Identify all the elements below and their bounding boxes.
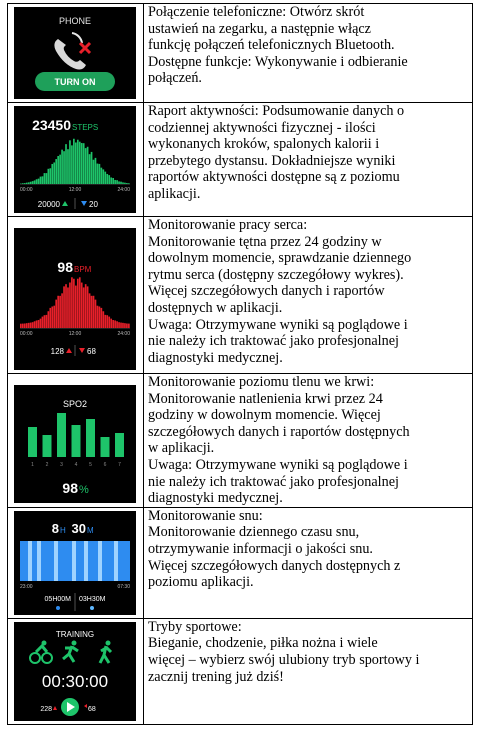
text-cell <box>144 103 473 217</box>
chart-bar <box>83 287 85 328</box>
steps-screen-image <box>14 106 136 213</box>
chart-stripe <box>28 541 32 581</box>
chart-bar <box>51 164 53 184</box>
training-heart: 68 <box>88 705 96 713</box>
chart-bar <box>28 182 30 184</box>
text-line: Połączenie telefoniczne: Otwórz skrót <box>148 4 365 20</box>
image-cell <box>8 103 144 217</box>
table-row <box>8 4 473 103</box>
chart-bar <box>93 296 95 328</box>
text-line: Uwaga: Otrzymywane wyniki są poglądowe i <box>148 456 408 473</box>
chart-bar <box>49 168 51 184</box>
sleep-screen-image <box>14 511 136 615</box>
text-line: rytmu serca (dostępny szczegółowy wykres). <box>148 266 404 283</box>
text-line: Więcej szczegółowych danych i raportów <box>148 283 385 300</box>
chart-bar <box>128 324 130 328</box>
chart-bar <box>85 148 87 184</box>
spo2-value: 98 <box>62 480 78 496</box>
time-label-start: 00:00 <box>20 331 33 337</box>
chart-bar <box>26 323 28 328</box>
chart-bar <box>44 173 46 184</box>
chart-stripe <box>84 541 88 581</box>
chart-bar <box>126 183 128 184</box>
chart-bar <box>106 315 108 328</box>
chart-bar <box>75 142 77 184</box>
day-label: 1 <box>31 462 34 468</box>
chart-stripe <box>72 541 76 581</box>
text-line: codziennej aktywności fizycznej - ilości <box>148 119 376 136</box>
close-icon <box>80 43 90 53</box>
sleep-chart <box>20 541 130 581</box>
walking-icon <box>100 640 111 663</box>
chart-stripe <box>98 541 102 581</box>
text-cell <box>144 374 473 508</box>
chart-bar <box>120 323 122 328</box>
day-label: 4 <box>74 462 78 468</box>
chart-bar <box>89 293 91 328</box>
chart-bar <box>89 154 91 184</box>
chart-bar <box>101 308 103 328</box>
chart-bar <box>99 164 101 184</box>
chart-bar <box>36 179 38 184</box>
feature-table <box>7 3 473 725</box>
chart-bar <box>108 175 110 184</box>
chart-bar <box>122 182 124 184</box>
text-line: nie należy ich traktować jako profesjonalnej <box>148 473 399 490</box>
chart-bar <box>28 323 30 328</box>
steps-max: 20000 <box>37 200 60 209</box>
chart-bar <box>77 140 79 184</box>
chart-bar <box>34 180 36 184</box>
text-line: diagnostyki medycznej. <box>148 490 283 507</box>
chart-stripe <box>114 541 118 581</box>
chart-bar <box>110 319 112 328</box>
chart-bar <box>83 143 85 184</box>
chart-bar <box>55 300 57 328</box>
chart-bar <box>81 143 83 184</box>
chart-bar <box>63 151 65 184</box>
chart-bar <box>104 315 106 328</box>
chart-bar <box>57 296 59 328</box>
day-label: 6 <box>103 462 107 468</box>
chart-bar <box>22 324 24 328</box>
chart-bar <box>103 311 105 328</box>
chart-bar <box>87 286 89 328</box>
image-cell <box>8 618 144 724</box>
chart-bar <box>126 323 128 328</box>
text-line: otrzymywanie informacji o jakości snu. <box>148 540 373 557</box>
chart-bar <box>91 296 93 328</box>
sleep-minutes: 30 <box>71 520 86 536</box>
chart-bar <box>20 324 22 328</box>
text-line: ustawień na zegarku, a następnie włącz <box>148 20 371 37</box>
heart-icon <box>84 704 87 708</box>
chart-bar <box>65 144 67 184</box>
time-label-end: 24:00 <box>117 187 130 193</box>
day-label: 5 <box>89 462 92 468</box>
chart-bar <box>79 277 81 328</box>
moon-icon <box>90 606 94 610</box>
chart-bar <box>30 182 32 184</box>
chart-bar <box>49 308 51 328</box>
chart-bar <box>101 168 103 184</box>
spo2-unit: % <box>79 484 89 496</box>
day-label: 3 <box>60 462 63 468</box>
chart-bar <box>95 158 97 184</box>
chart-bar <box>73 139 75 184</box>
heart-min: 68 <box>87 347 96 356</box>
chart-bar <box>43 435 52 457</box>
sleep-hours-unit: H <box>60 525 66 535</box>
chart-bar <box>71 145 73 184</box>
image-cell <box>8 374 144 508</box>
chart-bar <box>51 306 53 328</box>
chart-bar <box>114 180 116 184</box>
chart-bar <box>59 155 61 184</box>
text-line: Monitorowanie natlenienia krwi przez 24 <box>148 390 383 407</box>
chart-bar <box>73 279 75 328</box>
chart-bar <box>124 183 126 184</box>
chart-bar <box>59 296 61 328</box>
chart-bar <box>124 323 126 328</box>
chart-bar <box>103 169 105 184</box>
chart-bar <box>114 320 116 328</box>
text-line: Raport aktywności: Podsumowanie danych o <box>148 103 405 119</box>
chart-bar <box>120 182 122 184</box>
chart-bar <box>110 177 112 184</box>
text-line: Monitorowanie poziomu tlenu we krwi: <box>148 374 375 390</box>
chart-bar <box>32 181 34 184</box>
chart-bar <box>79 142 81 184</box>
up-arrow-icon <box>66 348 72 353</box>
time-label-end: 24:00 <box>117 331 130 337</box>
chart-bar <box>38 320 40 328</box>
heart-screen-image <box>14 228 136 370</box>
chart-bar <box>95 300 97 328</box>
time-label-end: 07:30 <box>117 583 130 590</box>
chart-bar <box>67 287 69 328</box>
chart-bar <box>57 413 66 457</box>
text-line: godziny w dowolnym momencie. Więcej <box>148 407 381 424</box>
chart-bar <box>67 149 69 184</box>
chart-bar <box>91 152 93 184</box>
heart-max: 128 <box>50 347 64 356</box>
chart-bar <box>69 140 71 184</box>
spo2-day-labels <box>31 462 121 468</box>
chart-bar <box>65 284 67 328</box>
text-line: szczegółowych danych i raportów dostępnych <box>148 423 410 440</box>
light-sleep-value: 03H30M <box>79 595 106 603</box>
chart-bar <box>85 284 87 328</box>
chart-bar <box>81 283 83 328</box>
chart-bar <box>46 315 48 328</box>
text-line: poziomu aplikacji. <box>148 574 254 591</box>
chart-bar <box>40 177 42 184</box>
chart-bar <box>48 169 50 184</box>
chart-bar <box>40 319 42 328</box>
chart-bar <box>97 306 99 328</box>
chart-bar <box>61 293 63 328</box>
chart-bar <box>46 173 48 184</box>
day-label: 2 <box>45 462 49 468</box>
table-row <box>8 217 473 374</box>
spo2-screen-image <box>14 385 136 503</box>
time-label-start: 00:00 <box>20 187 33 193</box>
text-line: diagnostyki medycznej. <box>148 349 283 366</box>
text-line: w aplikacji. <box>148 440 215 457</box>
chart-bar <box>118 181 120 184</box>
chart-bar <box>101 437 110 457</box>
chart-bar <box>53 162 55 184</box>
sleep-hours: 8 <box>51 520 59 536</box>
text-cell <box>144 217 473 374</box>
image-cell <box>8 217 144 374</box>
table-row <box>8 374 473 508</box>
chart-bar <box>24 183 26 184</box>
image-cell <box>8 507 144 618</box>
chart-bar <box>71 277 73 328</box>
table-row <box>8 618 473 724</box>
chart-bar <box>44 315 46 328</box>
chart-bar <box>112 178 114 184</box>
chart-bar <box>97 164 99 184</box>
steps-chart <box>20 139 130 185</box>
text-line: nie należy ich traktować jako profesjonalnej <box>148 333 399 350</box>
chart-bar <box>104 172 106 184</box>
chart-bar <box>108 317 110 328</box>
text-line: przebytego dystansu. Dokładniejsze wyniki <box>148 152 396 169</box>
table-row <box>8 507 473 618</box>
chart-bar <box>22 183 24 184</box>
chart-bar <box>32 322 34 328</box>
training-screen-image <box>14 622 136 721</box>
text-line: Uwaga: Otrzymywane wyniki są poglądowe i <box>148 316 408 333</box>
sleep-minutes-unit: M <box>87 525 94 535</box>
phone-screen-image <box>14 7 136 99</box>
running-icon <box>63 640 78 662</box>
chart-bar <box>42 176 44 184</box>
training-title: TRAINING <box>55 629 95 639</box>
chart-bar <box>106 174 108 184</box>
training-timer: 00:30:00 <box>41 671 109 691</box>
text-line: Monitorowanie snu: <box>148 507 263 524</box>
text-line: raportów aktywności dostępne są z poziomu <box>148 169 400 186</box>
chart-bar <box>26 183 28 184</box>
text-line: dowolnym momencie, sprawdzanie dziennego <box>148 250 412 267</box>
text-line: połączeń. <box>148 70 202 87</box>
turn-on-label: TURN ON <box>54 77 96 87</box>
moon-icon <box>56 606 60 610</box>
training-calories: 228 <box>40 705 52 713</box>
image-cell <box>8 4 144 103</box>
chart-bar <box>86 419 95 457</box>
up-arrow-icon <box>62 201 68 206</box>
deep-sleep-value: 05H00M <box>44 595 71 603</box>
text-line: Więcej szczegółowych danych dostępnych z <box>148 557 401 574</box>
cycling-icon <box>30 640 52 663</box>
chart-bar <box>30 323 32 328</box>
steps-min: 20 <box>89 200 98 209</box>
chart-bar <box>36 320 38 328</box>
down-arrow-icon <box>81 201 87 206</box>
chart-bar <box>99 306 101 328</box>
chart-bar <box>77 279 79 328</box>
chart-stripe <box>37 541 41 581</box>
text-cell <box>144 4 473 103</box>
text-line: Monitorowanie pracy serca: <box>148 217 308 233</box>
chart-bar <box>116 180 118 184</box>
spo2-title: SPO2 <box>62 399 88 409</box>
chart-bar <box>87 147 89 184</box>
text-cell <box>144 618 473 724</box>
time-label-mid: 12:00 <box>68 331 82 337</box>
chart-bar <box>118 322 120 328</box>
text-line: Monitorowanie tętna przez 24 godziny w <box>148 233 382 250</box>
phone-title: PHONE <box>58 16 92 26</box>
chart-bar <box>24 323 26 328</box>
down-arrow-icon <box>79 348 85 353</box>
text-line: dostępnych w aplikacji. <box>148 299 283 316</box>
table-row <box>8 103 473 217</box>
heart-chart <box>20 277 130 328</box>
chart-bar <box>69 283 71 328</box>
chart-bar <box>48 311 50 328</box>
day-label: 7 <box>118 462 121 468</box>
text-line: więcej – wybierz swój ulubiony tryb sportowy i <box>148 651 420 668</box>
heart-value: 98 <box>57 259 73 275</box>
time-label-mid: 12:00 <box>68 187 82 193</box>
heart-unit: BPM <box>74 265 92 274</box>
text-line: Monitorowanie dziennego czasu snu, <box>148 524 360 541</box>
chart-bar <box>28 427 37 457</box>
chart-bar <box>61 150 63 184</box>
chart-bar <box>115 433 124 457</box>
chart-bar <box>72 425 81 457</box>
steps-unit: STEPS <box>72 123 99 132</box>
chart-bar <box>34 321 36 328</box>
text-cell <box>144 507 473 618</box>
chart-stripe <box>54 541 58 581</box>
spo2-chart <box>28 413 124 457</box>
text-line: funkcję połączeń telefonicznych Bluetooth. <box>148 37 395 54</box>
chart-bar <box>63 286 65 328</box>
chart-bar <box>112 320 114 328</box>
chart-bar <box>53 306 55 328</box>
time-label-start: 23:00 <box>20 583 33 590</box>
text-line: wykonanych kroków, spalonych kalorii i <box>148 136 380 153</box>
text-line: Tryby sportowe: <box>148 618 242 635</box>
text-line: Bieganie, chodzenie, piłka nożna i wiele <box>148 635 378 652</box>
chart-bar <box>55 159 57 184</box>
text-line: Dostępne funkcje: Wykonywanie i odbieranie <box>148 53 408 70</box>
chart-bar <box>57 156 59 184</box>
steps-value: 23450 <box>32 117 71 133</box>
chart-bar <box>42 317 44 328</box>
text-line: aplikacji. <box>148 185 201 202</box>
chart-bar <box>38 179 40 184</box>
text-line: zacznij trening już dziś! <box>148 668 284 685</box>
flame-icon <box>53 706 57 710</box>
chart-bar <box>93 160 95 184</box>
chart-bar <box>122 323 124 328</box>
chart-bar <box>75 286 77 328</box>
chart-bar <box>116 321 118 328</box>
chart-bar <box>128 183 130 184</box>
